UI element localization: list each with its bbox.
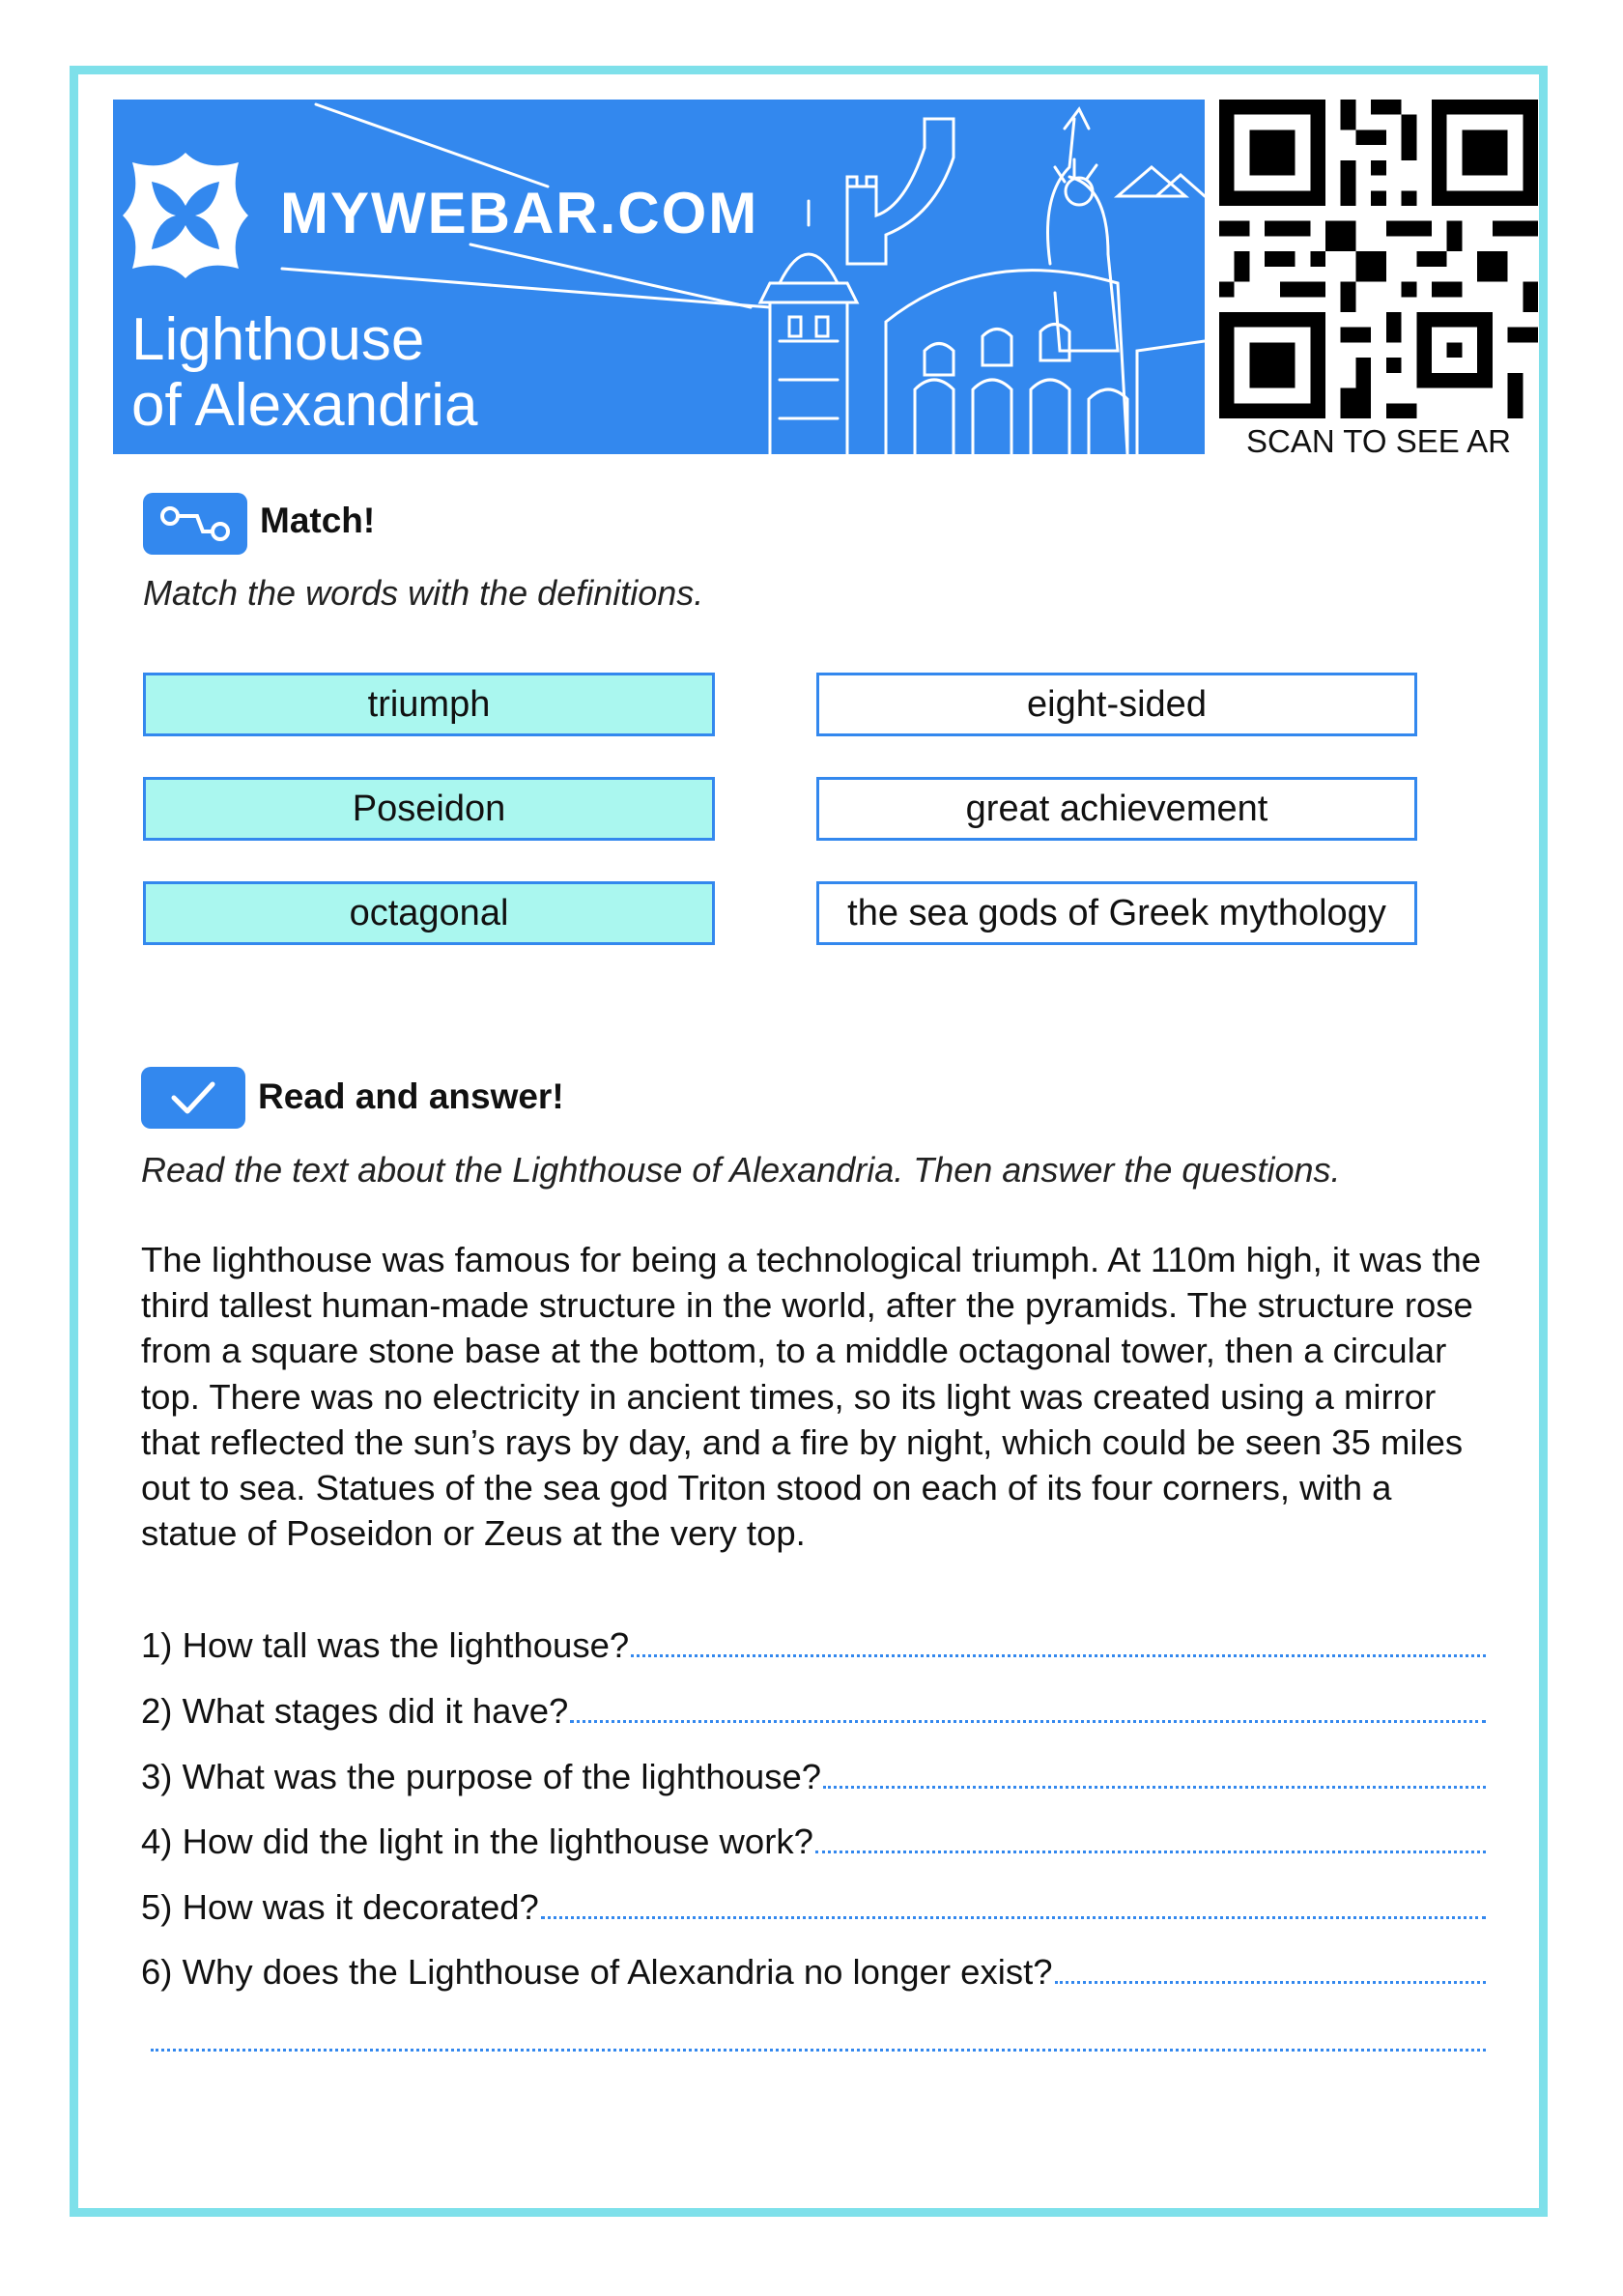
match-definition-box[interactable]: the sea gods of Greek mythology [816, 881, 1417, 945]
question-line[interactable] [141, 1822, 1486, 1868]
page-title-line-1: Lighthouse [131, 306, 425, 373]
question-text: 1) How tall was the lighthouse? [141, 1625, 630, 1665]
read-title: Read and answer! [258, 1076, 564, 1116]
match-definition-box[interactable]: eight-sided [816, 673, 1417, 736]
match-word-box[interactable]: Poseidon [143, 777, 715, 841]
match-word-box[interactable]: triumph [143, 673, 715, 736]
question-text: 5) How was it decorated? [141, 1887, 539, 1927]
read-section-icon [141, 1067, 245, 1129]
question-text: 3) What was the purpose of the lighthouse? [141, 1757, 822, 1796]
question-line[interactable] [141, 1952, 1486, 1998]
match-section-icon [143, 493, 247, 555]
extra-answer-dotted-line[interactable] [151, 2047, 1486, 2052]
scan-label: SCAN TO SEE AR [1246, 423, 1511, 459]
answer-dotted-line[interactable] [823, 1757, 1486, 1789]
question-text: 2) What stages did it have? [141, 1691, 569, 1731]
answer-dotted-line[interactable] [570, 1691, 1486, 1723]
question-text: 6) Why does the Lighthouse of Alexandria no longer exist? [141, 1952, 1053, 1992]
qr-code[interactable] [1219, 100, 1538, 418]
question-text: 4) How did the light in the lighthouse work? [141, 1822, 813, 1861]
question-line[interactable] [141, 1887, 1486, 1934]
connect-nodes-icon [143, 493, 247, 555]
page-title-line-2: of Alexandria [131, 372, 478, 439]
page-title [131, 307, 634, 439]
match-definition-box[interactable]: great achievement [816, 777, 1417, 841]
brand-name: MYWEBAR.COM [280, 181, 759, 245]
question-line[interactable] [141, 1691, 1486, 1737]
brand-logo-icon [123, 153, 248, 278]
read-instruction: Read the text about the Lighthouse of Alexandria. Then answer the questions. [141, 1150, 1341, 1190]
checkmark-icon [141, 1067, 245, 1129]
match-instruction: Match the words with the definitions. [143, 573, 704, 613]
answer-dotted-line[interactable] [631, 1625, 1486, 1657]
match-word-box[interactable]: octagonal [143, 881, 715, 945]
question-line[interactable] [141, 1625, 1486, 1672]
answer-dotted-line[interactable] [541, 1887, 1486, 1919]
question-line[interactable] [141, 1757, 1486, 1803]
answer-dotted-line[interactable] [1055, 1952, 1486, 1984]
reading-passage: The lighthouse was famous for being a technological triumph. At 110m high, it was the third tallest human-made structure in the world, after the pyramids. The structure rose from a square stone base at the bottom, to a middle octagonal tower, then a circular top. There was no electricity in ancient times, so its light was created using a mirror that reflected the sun’s rays by day, and a fire by night, which could be seen 35 miles out to sea. Statues of the sea god Triton stood on each of its four corners, with a statue of Poseidon or Zeus at the very top. [141, 1240, 1482, 1554]
match-title: Match! [260, 501, 376, 540]
answer-dotted-line[interactable] [815, 1822, 1486, 1853]
